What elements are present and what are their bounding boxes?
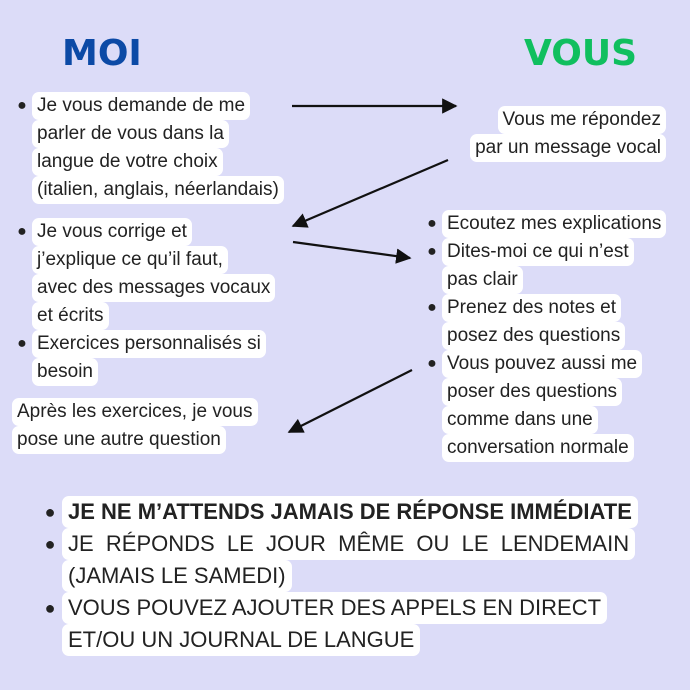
text-line: par un message vocal	[470, 134, 666, 162]
text-line: Je vous demande de me	[32, 92, 250, 120]
bullet: ●	[44, 598, 56, 618]
text-line: Vous pouvez aussi me	[442, 350, 642, 378]
text-line: et écrits	[32, 302, 109, 330]
text-line: poser des questions	[442, 378, 622, 406]
text-line: Vous me répondez	[498, 106, 666, 134]
vous-step-reply	[470, 106, 666, 162]
text-line: (italien, anglais, néerlandais)	[32, 176, 284, 204]
text-line: Je vous corrige et	[32, 218, 192, 246]
bullet: ●	[44, 534, 56, 554]
bullet: ●	[427, 299, 437, 316]
text-line: j’explique ce qu’il faut,	[32, 246, 228, 274]
text-line: besoin	[32, 358, 98, 386]
text-line: parler de vous dans la	[32, 120, 229, 148]
bullet: ●	[17, 335, 27, 352]
text-line: ET/OU UN JOURNAL DE LANGUE	[62, 624, 420, 656]
vous-header: VOUS	[524, 33, 637, 74]
text-line: JE NE M’ATTENDS JAMAIS DE RÉPONSE IMMÉDIATE	[62, 496, 638, 528]
text-line: (JAMAIS LE SAMEDI)	[62, 560, 292, 592]
moi-step-request	[12, 92, 284, 204]
text-line: Ecoutez mes explications	[442, 210, 666, 238]
moi-header: MOI	[62, 33, 142, 74]
text-line: Après les exercices, je vous	[12, 398, 258, 426]
vous-step-actions	[422, 210, 666, 462]
bullet: ●	[427, 215, 437, 232]
bullet: ●	[17, 223, 27, 240]
text-line: posez des questions	[442, 322, 625, 350]
text-line: comme dans une	[442, 406, 598, 434]
bullet: ●	[44, 502, 56, 522]
arrow-correction-to-actions	[293, 242, 410, 258]
text-line: pas clair	[442, 266, 523, 294]
text-line: VOUS POUVEZ AJOUTER DES APPELS EN DIRECT	[62, 592, 607, 624]
text-line: pose une autre question	[12, 426, 226, 454]
text-line: Exercices personnalisés si	[32, 330, 266, 358]
moi-step-correction	[12, 218, 275, 386]
arrow-actions-to-next-question	[289, 370, 412, 432]
text-line: JE RÉPONDS LE JOUR MÊME OU LE LENDEMAIN	[62, 528, 635, 560]
bullet: ●	[17, 97, 27, 114]
text-line: Dites-moi ce qui n’est	[442, 238, 634, 266]
text-line: avec des messages vocaux	[32, 274, 275, 302]
text-line: conversation normale	[442, 434, 634, 462]
text-line: langue de votre choix	[32, 148, 223, 176]
text-line: Prenez des notes et	[442, 294, 621, 322]
moi-step-next-question	[12, 398, 258, 454]
bullet: ●	[427, 355, 437, 372]
bullet: ●	[427, 243, 437, 260]
bottom-notes	[38, 496, 638, 656]
